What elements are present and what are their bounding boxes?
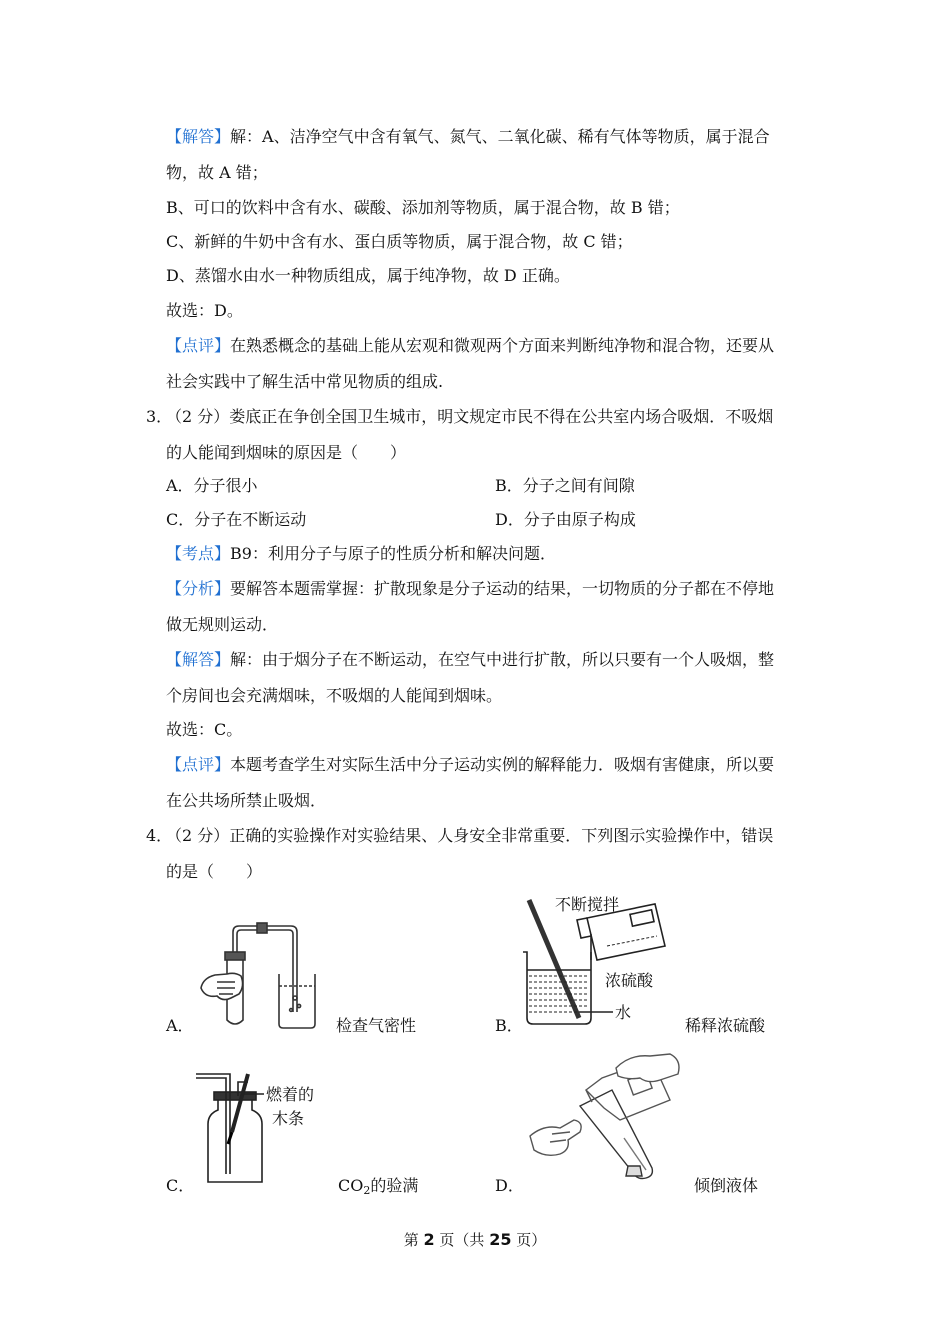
q3-number: 3． — [146, 407, 173, 426]
q4-number: 4． — [146, 826, 173, 845]
q2-answer-line2: 物，故 A 错； — [166, 163, 268, 182]
q3-option-a: A．分子很小 — [166, 476, 258, 495]
q3-option-d: D．分子由原子构成 — [495, 510, 636, 529]
kaodian-tag: 【考点】 — [166, 544, 231, 563]
answer-tag: 【解答】 — [166, 127, 231, 146]
page-footer — [0, 1229, 950, 1250]
q2-answer-line6: 故选：D。 — [166, 301, 243, 320]
q3-dianping-line2: 在公共场所禁止吸烟． — [166, 791, 327, 810]
figure-a-letter: A． — [166, 1016, 194, 1035]
q3-jieda-line1 — [166, 650, 774, 670]
figure-a-caption: 检查气密性 — [336, 1016, 417, 1035]
q3-stem-line2: 的人能闻到烟味的原因是（ ） — [166, 443, 407, 462]
q2-answer-line5: D、蒸馏水由水一种物质组成，属于纯净物，故 D 正确。 — [166, 266, 570, 285]
fenxi-text: 要解答本题需掌握：扩散现象是分子运动的结果，一切物质的分子都在不停地 — [230, 579, 775, 598]
q3-fenxi-line1 — [166, 579, 774, 599]
figure-c-caption-post: 的验满 — [370, 1176, 419, 1195]
figure-d-caption: 倾倒液体 — [694, 1176, 759, 1195]
footer-mid: 页（共 — [434, 1231, 490, 1249]
q2-answer-line4: C、新鲜的牛奶中含有水、蛋白质等物质，属于混合物，故 C 错； — [166, 232, 633, 251]
figure-a-airtightness — [195, 920, 320, 1030]
figure-b-caption: 稀释浓硫酸 — [685, 1016, 766, 1035]
q3-jieda-line3: 故选：C。 — [166, 720, 243, 739]
q3-stem-line1: （2 分）娄底正在争创全国卫生城市，明文规定市民不得在公共室内场合吸烟．不吸烟 — [166, 407, 774, 426]
q3-dianping-line1 — [166, 755, 774, 775]
jieda-tag: 【解答】 — [166, 650, 231, 669]
q2-comment-line1 — [166, 336, 774, 356]
q3-fenxi-line2: 做无规则运动． — [166, 615, 279, 634]
dianping-tag: 【点评】 — [166, 755, 231, 774]
figure-b-label-acid: 浓硫酸 — [605, 971, 654, 990]
comment-text: 在熟悉概念的基础上能从宏观和微观两个方面来判断纯净物和混合物，还要从 — [230, 336, 775, 355]
q4-stem-line1: （2 分）正确的实验操作对实验结果、人身安全非常重要．下列图示实验操作中，错误 — [166, 826, 774, 845]
figure-c-caption — [338, 1176, 418, 1196]
q2-comment-line2: 社会实践中了解生活中常见物质的组成. — [166, 372, 444, 391]
figure-b-dilution — [515, 890, 675, 1030]
figure-d-letter: D． — [495, 1176, 524, 1195]
footer-total-pages: 25 — [489, 1230, 512, 1249]
figure-b-label-stir: 不断搅拌 — [555, 895, 620, 914]
q2-answer-line3: B、可口的饮料中含有水、碳酸、添加剂等物质，属于混合物，故 B 错； — [166, 198, 680, 217]
figure-c-caption-sub: 2 — [363, 1184, 371, 1197]
q3-option-c: C．分子在不断运动 — [166, 510, 307, 529]
figure-c-co2-test — [190, 1070, 330, 1190]
q4-stem-line2: 的是（ ） — [166, 862, 263, 881]
footer-post: 页） — [511, 1231, 547, 1249]
q3-jieda-line2: 个房间也会充满烟味，不吸烟的人能闻到烟味。 — [166, 686, 503, 705]
answer-text: 解：A、洁净空气中含有氧气、氮气、二氧化碳、稀有气体等物质，属于混合 — [230, 127, 770, 146]
q3-option-b: B．分子之间有间隙 — [495, 476, 635, 495]
fenxi-tag: 【分析】 — [166, 579, 231, 598]
comment-tag: 【点评】 — [166, 336, 231, 355]
q2-answer-line1 — [166, 127, 770, 147]
figure-c-letter: C． — [166, 1176, 195, 1195]
figure-c-label-line1: 燃着的 — [266, 1085, 315, 1104]
figure-d-pour-liquid — [520, 1050, 690, 1190]
footer-page-number: 2 — [423, 1230, 435, 1249]
figure-c-caption-pre: CO — [338, 1176, 364, 1195]
figure-b-letter: B． — [495, 1016, 523, 1035]
q3-kaodian — [166, 544, 556, 564]
figure-b-label-water: 水 — [615, 1003, 632, 1022]
footer-pre: 第 — [403, 1231, 424, 1249]
kaodian-text: B9：利用分子与原子的性质分析和解决问题． — [230, 544, 556, 563]
dianping-text: 本题考查学生对实际生活中分子运动实例的解释能力．吸烟有害健康，所以要 — [230, 755, 775, 774]
figure-c-label-line2: 木条 — [272, 1109, 305, 1128]
jieda-text: 解：由于烟分子在不断运动，在空气中进行扩散，所以只要有一个人吸烟，整 — [230, 650, 775, 669]
